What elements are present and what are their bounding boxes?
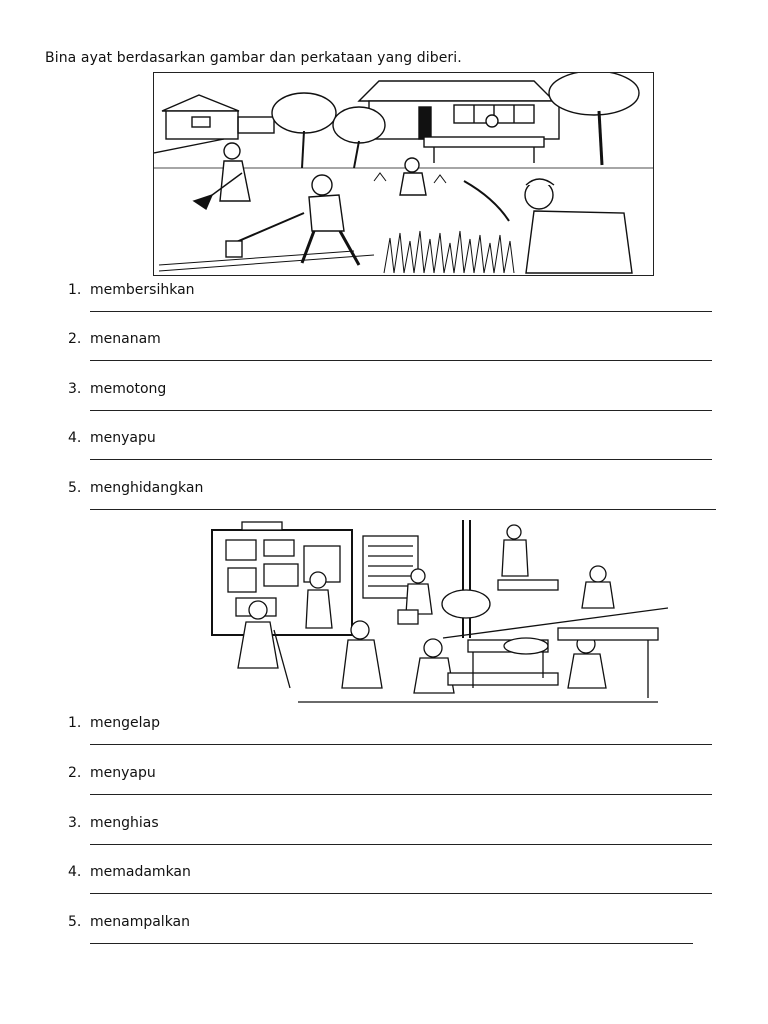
question-number: 3. [68, 381, 82, 397]
question-word: menyapu [90, 430, 156, 446]
question-1-5 [68, 480, 728, 520]
classroom-scene-illustration [208, 518, 668, 706]
question-1-3 [68, 381, 728, 421]
outdoor-scene-illustration [153, 72, 654, 276]
question-1-4 [68, 430, 728, 470]
question-word: memadamkan [90, 864, 191, 880]
question-number: 1. [68, 715, 82, 731]
answer-line[interactable] [90, 410, 712, 411]
question-number: 2. [68, 765, 82, 781]
question-number: 1. [68, 282, 82, 298]
question-word: menampalkan [90, 914, 191, 930]
question-number: 2. [68, 331, 82, 347]
answer-line[interactable] [90, 744, 712, 745]
answer-line[interactable] [90, 893, 712, 894]
answer-line[interactable] [90, 311, 712, 312]
answer-line[interactable] [90, 844, 712, 845]
question-word: menyapu [90, 765, 156, 781]
question-2-3 [68, 815, 728, 855]
question-number: 5. [68, 914, 82, 930]
question-word: menanam [90, 331, 161, 347]
answer-line[interactable] [90, 509, 716, 510]
question-word: mengelap [90, 715, 160, 731]
question-number: 5. [68, 480, 82, 496]
question-number: 4. [68, 430, 82, 446]
answer-line[interactable] [90, 360, 712, 361]
answer-line[interactable] [90, 794, 712, 795]
question-1-1 [68, 282, 728, 322]
question-2-4 [68, 864, 728, 904]
answer-line[interactable] [90, 943, 693, 944]
question-2-2 [68, 765, 728, 805]
answer-line[interactable] [90, 459, 712, 460]
question-1-2 [68, 331, 728, 371]
question-word: menghidangkan [90, 480, 204, 496]
question-number: 4. [68, 864, 82, 880]
instruction-text: Bina ayat berdasarkan gambar dan perkataan yang diberi. [45, 50, 462, 66]
question-2-5 [68, 914, 728, 954]
question-number: 3. [68, 815, 82, 831]
question-word: menghias [90, 815, 159, 831]
question-2-1 [68, 715, 728, 755]
question-word: memotong [90, 381, 167, 397]
question-word: membersihkan [90, 282, 195, 298]
